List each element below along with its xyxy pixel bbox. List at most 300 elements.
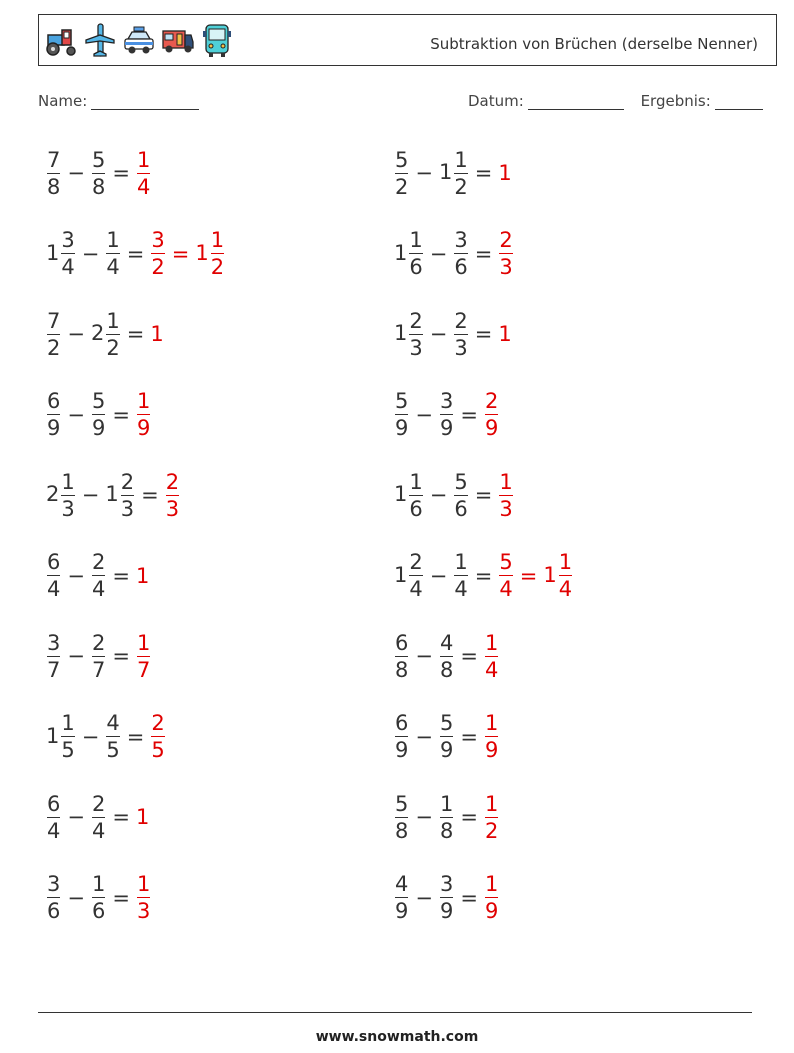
denominator: 6 — [47, 899, 61, 923]
minus-sign: − — [67, 161, 85, 185]
denominator: 5 — [151, 738, 165, 762]
minus-sign: − — [67, 885, 85, 910]
numerator: 5 — [454, 469, 468, 494]
denominator: 3 — [409, 335, 423, 360]
numerator: 2 — [91, 630, 106, 655]
subtrahend — [439, 710, 454, 763]
denominator: 9 — [395, 738, 409, 762]
numerator: 4 — [106, 711, 120, 735]
answer-value — [498, 322, 512, 346]
numerator: 6 — [47, 389, 61, 413]
subtrahend — [105, 227, 120, 280]
fraction — [151, 227, 164, 280]
denominator: 4 — [91, 577, 106, 601]
denominator: 8 — [91, 174, 106, 199]
denominator: 9 — [484, 416, 499, 440]
fraction — [61, 227, 74, 280]
minuend — [394, 147, 409, 200]
denominator: 3 — [499, 255, 513, 279]
subtrahend — [91, 791, 106, 844]
answer — [498, 161, 512, 185]
subtrahend — [91, 549, 106, 602]
minuend — [394, 630, 409, 683]
fraction — [137, 871, 150, 924]
answer-mixed-number — [195, 227, 225, 280]
minus-sign: − — [81, 724, 100, 749]
fraction — [395, 630, 408, 683]
fraction — [485, 630, 498, 683]
numerator: 1 — [91, 872, 106, 896]
whole-number: 1 — [498, 161, 512, 185]
fraction — [121, 469, 134, 522]
equals-sign: = — [112, 885, 130, 910]
answer-value — [136, 147, 151, 200]
denominator: 4 — [47, 577, 61, 601]
numerator: 3 — [47, 630, 61, 655]
minuend — [46, 710, 76, 763]
minus-sign: − — [415, 885, 433, 910]
problem-7 — [46, 383, 151, 447]
denominator: 3 — [136, 899, 151, 923]
fraction — [409, 549, 422, 602]
denominator: 4 — [558, 577, 573, 601]
answer — [136, 564, 150, 588]
problem-14 — [394, 624, 499, 688]
numerator: 6 — [47, 550, 61, 574]
numerator: 3 — [454, 228, 468, 252]
answer-value — [484, 871, 499, 924]
denominator: 7 — [91, 657, 106, 682]
numerator: 1 — [558, 550, 573, 574]
numerator: 1 — [484, 711, 499, 735]
denominator: 6 — [409, 496, 423, 521]
subtrahend — [439, 388, 454, 441]
subtrahend — [105, 710, 120, 763]
numerator: 5 — [499, 550, 513, 574]
denominator: 6 — [454, 255, 468, 279]
numerator: 1 — [136, 147, 151, 172]
fraction — [106, 710, 119, 763]
whole-number: 1 — [498, 322, 512, 346]
answer — [484, 791, 499, 844]
answer — [136, 630, 151, 683]
equals-sign: = — [112, 563, 130, 588]
subtrahend — [439, 791, 454, 844]
numerator: 1 — [409, 469, 423, 494]
minuend — [46, 630, 61, 683]
problem-18 — [394, 785, 499, 849]
answer — [498, 549, 573, 602]
header-box — [38, 14, 777, 66]
fraction — [440, 710, 453, 763]
equals-sign: = — [519, 563, 538, 588]
subtrahend — [91, 871, 106, 924]
denominator: 9 — [439, 416, 454, 440]
fraction — [395, 710, 408, 763]
answer-value — [498, 161, 512, 185]
equals-sign: = — [460, 885, 478, 910]
denominator: 9 — [91, 416, 106, 440]
subtrahend — [105, 469, 135, 522]
fraction — [559, 549, 572, 602]
numerator: 1 — [484, 630, 499, 655]
problem-13 — [46, 624, 151, 688]
minus-sign: − — [81, 483, 100, 507]
equals-sign: = — [474, 563, 493, 588]
answer-value — [136, 805, 150, 829]
subtrahend — [91, 388, 106, 441]
denominator: 3 — [165, 496, 180, 521]
minus-sign: − — [67, 644, 85, 668]
numerator: 7 — [47, 147, 61, 172]
fraction — [137, 388, 150, 441]
numerator: 5 — [439, 711, 454, 735]
fraction — [92, 549, 105, 602]
denominator: 2 — [151, 255, 165, 279]
denominator: 9 — [395, 899, 409, 923]
fraction — [61, 710, 74, 763]
problem-16 — [394, 705, 499, 769]
minuend — [394, 469, 424, 522]
minuend — [394, 549, 424, 602]
whole-number: 1 — [394, 321, 408, 345]
denominator: 3 — [499, 496, 513, 521]
numerator: 3 — [61, 228, 75, 252]
fraction — [395, 388, 408, 441]
fraction — [47, 630, 60, 683]
denominator: 9 — [484, 738, 499, 762]
answer — [484, 630, 499, 683]
fraction — [92, 630, 105, 683]
minus-sign: − — [429, 322, 448, 346]
answer — [484, 388, 499, 441]
denominator: 4 — [499, 577, 513, 601]
answer — [136, 871, 151, 924]
problem-1 — [46, 141, 151, 205]
denominator: 9 — [439, 738, 454, 762]
denominator: 4 — [91, 818, 106, 843]
minus-sign: − — [67, 805, 85, 829]
answer — [136, 805, 150, 829]
denominator: 9 — [47, 416, 61, 440]
subtrahend — [453, 469, 468, 522]
minus-sign: − — [429, 483, 448, 507]
fraction — [499, 227, 512, 280]
numerator: 5 — [395, 147, 409, 172]
fraction — [409, 469, 422, 522]
equals-sign: = — [460, 724, 478, 749]
numerator: 2 — [165, 469, 180, 494]
bus-icon — [200, 21, 234, 59]
whole-number: 1 — [195, 240, 209, 265]
answer — [150, 227, 225, 280]
whole-number: 1 — [543, 562, 557, 587]
numerator: 2 — [151, 711, 165, 735]
answer — [484, 710, 499, 763]
denominator: 2 — [395, 174, 409, 199]
date-blank[interactable] — [528, 95, 624, 110]
fraction — [137, 630, 150, 683]
numerator: 2 — [409, 308, 423, 333]
minuend — [394, 388, 409, 441]
name-label: Name: — [38, 92, 88, 110]
answer-value — [484, 630, 499, 683]
denominator: 4 — [409, 577, 423, 601]
fraction — [454, 147, 467, 200]
equals-sign: = — [460, 805, 478, 829]
numerator: 5 — [91, 147, 106, 172]
answer-value — [498, 227, 513, 280]
minus-sign: − — [415, 402, 433, 427]
answer — [136, 147, 151, 200]
fraction — [440, 388, 453, 441]
numerator: 3 — [151, 228, 165, 252]
equals-sign: = — [474, 483, 493, 507]
answer-value — [484, 791, 499, 844]
answer — [498, 469, 513, 522]
denominator: 3 — [120, 496, 135, 521]
numerator: 1 — [136, 872, 151, 896]
fraction — [395, 871, 408, 924]
minuend — [46, 791, 61, 844]
equals-sign: = — [126, 724, 145, 749]
denominator: 4 — [61, 255, 75, 279]
whole-number: 1 — [135, 805, 150, 829]
minuend — [46, 227, 76, 280]
name-blank[interactable] — [91, 95, 199, 110]
whole-number: 1 — [438, 160, 453, 184]
denominator: 8 — [47, 174, 61, 199]
minus-sign: − — [429, 563, 448, 588]
equals-sign: = — [126, 322, 145, 346]
numerator: 2 — [120, 469, 135, 494]
answer — [150, 710, 165, 763]
fraction — [499, 469, 512, 522]
name-field — [38, 92, 199, 110]
fraction — [485, 710, 498, 763]
fraction — [454, 549, 467, 602]
result-label: Ergebnis: — [640, 92, 711, 110]
minus-sign: − — [415, 161, 433, 185]
numerator: 7 — [47, 308, 61, 333]
fraction — [61, 469, 74, 522]
fraction — [47, 871, 60, 924]
numerator: 6 — [395, 630, 409, 655]
fraction — [47, 791, 60, 844]
denominator: 9 — [439, 899, 454, 923]
numerator: 1 — [409, 228, 423, 252]
denominator: 4 — [106, 255, 120, 279]
numerator: 5 — [395, 791, 409, 816]
denominator: 2 — [454, 174, 468, 199]
fraction — [485, 871, 498, 924]
subtrahend — [91, 308, 121, 361]
denominator: 8 — [395, 818, 409, 843]
fraction — [92, 147, 105, 200]
airplane-icon — [83, 21, 117, 59]
date-label: Datum: — [468, 92, 524, 110]
minus-sign: − — [415, 724, 433, 749]
fraction — [47, 308, 60, 361]
whole-number: 1 — [394, 562, 408, 587]
subtrahend — [439, 147, 469, 200]
answer-value — [498, 469, 513, 522]
fraction — [395, 791, 408, 844]
answer — [484, 871, 499, 924]
answer — [498, 322, 512, 346]
numerator: 4 — [439, 630, 454, 655]
problem-9 — [46, 463, 180, 527]
fraction — [137, 147, 150, 200]
numerator: 1 — [439, 791, 454, 816]
equals-sign: = — [112, 805, 130, 829]
minuend — [46, 388, 61, 441]
whole-number: 1 — [105, 482, 119, 506]
denominator: 5 — [61, 738, 75, 762]
numerator: 2 — [91, 550, 106, 574]
numerator: 6 — [395, 711, 409, 735]
equals-sign: = — [112, 402, 130, 427]
whole-number: 1 — [46, 723, 60, 748]
numerator: 3 — [439, 872, 454, 896]
fraction — [47, 549, 60, 602]
whole-number: 1 — [46, 240, 60, 265]
fraction — [151, 710, 164, 763]
denominator: 8 — [395, 657, 409, 682]
footer-url: www.snowmath.com — [315, 1029, 479, 1045]
date-field — [468, 92, 763, 110]
minuend — [394, 791, 409, 844]
fraction — [440, 871, 453, 924]
fraction — [47, 147, 60, 200]
minus-sign: − — [67, 563, 85, 588]
minus-sign: − — [67, 322, 85, 346]
answer-value — [484, 388, 499, 441]
subtrahend — [439, 871, 454, 924]
denominator: 3 — [454, 335, 468, 360]
tractor-icon — [44, 21, 78, 59]
answer-value — [150, 322, 164, 346]
fraction — [409, 227, 422, 280]
minuend — [394, 227, 424, 280]
minuend — [46, 147, 61, 200]
numerator: 1 — [454, 550, 468, 574]
camper-van-icon — [161, 21, 195, 59]
answer-mixed-number — [543, 549, 573, 602]
problem-6 — [394, 302, 513, 366]
denominator: 5 — [106, 738, 120, 762]
numerator: 3 — [47, 872, 61, 896]
minuend — [46, 469, 76, 522]
denominator: 8 — [439, 818, 454, 843]
equals-sign: = — [460, 644, 478, 668]
minuend — [394, 710, 409, 763]
whole-number: 1 — [135, 563, 150, 588]
answer-value — [484, 710, 499, 763]
numerator: 2 — [409, 550, 423, 574]
minuend — [46, 308, 61, 361]
answer-value — [150, 227, 165, 280]
subtrahend — [91, 630, 106, 683]
numerator: 5 — [395, 389, 409, 413]
denominator: 7 — [47, 657, 61, 682]
result-blank[interactable] — [715, 95, 763, 110]
equals-sign: = — [171, 241, 190, 266]
fraction — [211, 227, 224, 280]
whole-number: 2 — [46, 482, 60, 506]
problem-20 — [394, 866, 499, 930]
minus-sign: − — [81, 241, 100, 266]
numerator: 2 — [484, 389, 499, 413]
denominator: 9 — [136, 416, 151, 440]
fraction — [92, 388, 105, 441]
fraction — [440, 630, 453, 683]
denominator: 2 — [484, 818, 499, 843]
subtrahend — [453, 308, 468, 361]
answer-value — [136, 564, 150, 588]
problem-10 — [394, 463, 514, 527]
answer-value — [136, 871, 151, 924]
equals-sign: = — [141, 483, 159, 507]
answer — [150, 322, 164, 346]
answer — [165, 469, 180, 522]
minus-sign: − — [415, 644, 433, 668]
minuend — [46, 549, 61, 602]
fraction — [166, 469, 179, 522]
numerator: 6 — [47, 791, 61, 816]
fraction — [454, 469, 467, 522]
subtrahend — [453, 227, 468, 280]
fraction — [92, 871, 105, 924]
equals-sign: = — [112, 644, 130, 668]
problem-19 — [46, 866, 151, 930]
numerator: 1 — [484, 791, 499, 816]
fraction — [92, 791, 105, 844]
denominator: 6 — [454, 496, 468, 521]
answer — [498, 227, 513, 280]
fraction — [454, 227, 467, 280]
numerator: 1 — [136, 389, 151, 413]
problem-3 — [46, 222, 225, 286]
answer — [136, 388, 151, 441]
problem-12 — [394, 544, 573, 608]
numerator: 3 — [439, 389, 454, 413]
subtrahend — [91, 147, 106, 200]
problem-5 — [46, 302, 165, 366]
fraction — [395, 147, 408, 200]
denominator: 4 — [454, 577, 468, 601]
minuend — [46, 871, 61, 924]
problem-2 — [394, 141, 513, 205]
fraction — [106, 308, 119, 361]
problem-8 — [394, 383, 499, 447]
denominator: 8 — [439, 657, 454, 682]
subtrahend — [439, 630, 454, 683]
denominator: 6 — [91, 899, 106, 923]
denominator: 9 — [395, 416, 409, 440]
denominator: 2 — [210, 255, 225, 279]
answer-value — [136, 630, 151, 683]
fraction — [454, 308, 467, 361]
denominator: 4 — [484, 657, 499, 682]
vehicle-icons — [44, 21, 234, 59]
equals-sign: = — [474, 241, 493, 266]
worksheet-title: Subtraktion von Brüchen (derselbe Nenner) — [430, 35, 758, 53]
numerator: 2 — [454, 308, 468, 333]
numerator: 1 — [484, 872, 499, 896]
equals-sign: = — [112, 161, 130, 185]
denominator: 2 — [106, 335, 120, 360]
